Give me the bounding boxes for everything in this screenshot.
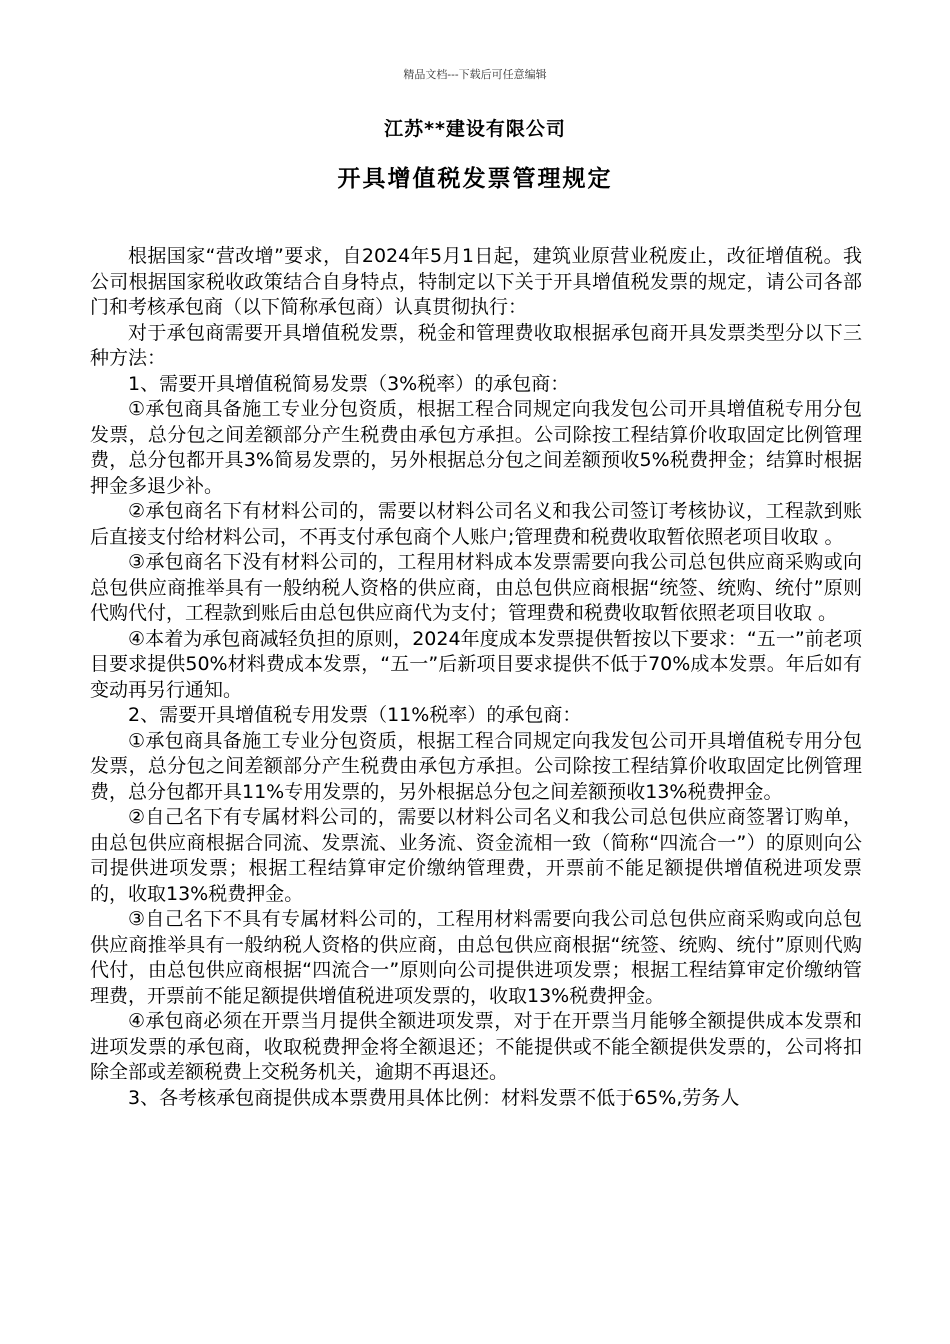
document-body (90, 244, 862, 1111)
section-2-heading: 2、需要开具增值税专用发票（11%税率）的承包商： (128, 704, 582, 726)
header-note: 精品文档---下载后可任意编辑 (403, 68, 547, 81)
section-3-heading: 3、各考核承包商提供成本票费用具体比例：材料发票不低于65%,劳务人 (128, 1086, 740, 1109)
section-2-item-4: ④承包商必须在开票当月提供全额进项发票，对于在开票当月能够全额提供成本发票和进项发票的承包商，收取税费押金将全额退还；不能提供或不能全额提供发票的，公司将扣除全部或差额税费上交税务机关，逾期不再退还。 (90, 1010, 862, 1083)
document-title: 开具增值税发票管理规定 (337, 166, 613, 192)
section-2-item-1: ①承包商具备施工专业分包资质，根据工程合同规定向我发包公司开具增值税专用分包发票，总分包之间差额部分产生税费由承包方承担。公司除按工程结算价收取固定比例管理费，总分包都开具11%专用发票的，另外根据总分包之间差额预收13%税费押金。 (90, 729, 862, 803)
paragraph-intro: 根据国家“营改增”要求，自2024年5月1日起，建筑业原营业税废止，改征增值税。我公司根据国家税收政策结合自身特点，特制定以下关于开具增值税发票的规定，请公司各部门和考核承包商（以下简称承包商）认真贯彻执行： (90, 245, 862, 318)
section-2-item-2: ②自己名下有专属材料公司的，需要以材料公司名义和我公司总包供应商签署订购单，由总包供应商根据合同流、发票流、业务流、资金流相一致（简称“四流合一”）的原则向公司提供进项发票；根据工程结算审定价缴纳管理费，开票前不能足额提供增值税进项发票的，收取13%税费押金。 (90, 806, 862, 905)
section-1-item-3: ③承包商名下没有材料公司的，工程用材料成本发票需要向我公司总包供应商采购或向总包供应商推举具有一般纳税人资格的供应商，由总包供应商根据“统签、统购、统付”原则代购代付，工程款到账后由总包供应商代为支付；管理费和税费收取暂依照老项目收取 。 (90, 551, 862, 624)
section-2-item-3: ③自己名下不具有专属材料公司的，工程用材料需要向我公司总包供应商采购或向总包供应商推举具有一般纳税人资格的供应商，由总包供应商根据“统签、统购、统付”原则代购代付，由总包供应商根据“四流合一”原则向公司提供进项发票；根据工程结算审定价缴纳管理费，开票前不能足额提供增值税进项发票的，收取13%税费押金。 (90, 908, 862, 1007)
company-name: 江苏**建设有限公司 (384, 118, 566, 140)
section-1-item-4: ④本着为承包商减轻负担的原则，2024年度成本发票提供暂按以下要求：“五一”前老项目要求提供50%材料费成本发票，“五一”后新项目要求提供不低于70%成本发票。年后如有变动再另行通知。 (90, 627, 862, 701)
paragraph-methods: 对于承包商需要开具增值税发票，税金和管理费收取根据承包商开具发票类型分以下三种方法： (90, 321, 862, 369)
section-1-heading: 1、需要开具增值税简易发票（3%税率）的承包商： (128, 372, 570, 395)
section-1-item-2: ②承包商名下有材料公司的，需要以材料公司名义和我公司签订考核协议，工程款到账后直接支付给材料公司，不再支付承包商个人账户;管理费和税费收取暂依照老项目收取 。 (90, 500, 862, 548)
section-1-item-1: ①承包商具备施工专业分包资质，根据工程合同规定向我发包公司开具增值税专用分包发票，总分包之间差额部分产生税费由承包方承担。公司除按工程结算价收取固定比例管理费，总分包都开具3%简易发票的，另外根据总分包之间差额预收5%税费押金；结算时根据押金多退少补。 (90, 398, 862, 497)
